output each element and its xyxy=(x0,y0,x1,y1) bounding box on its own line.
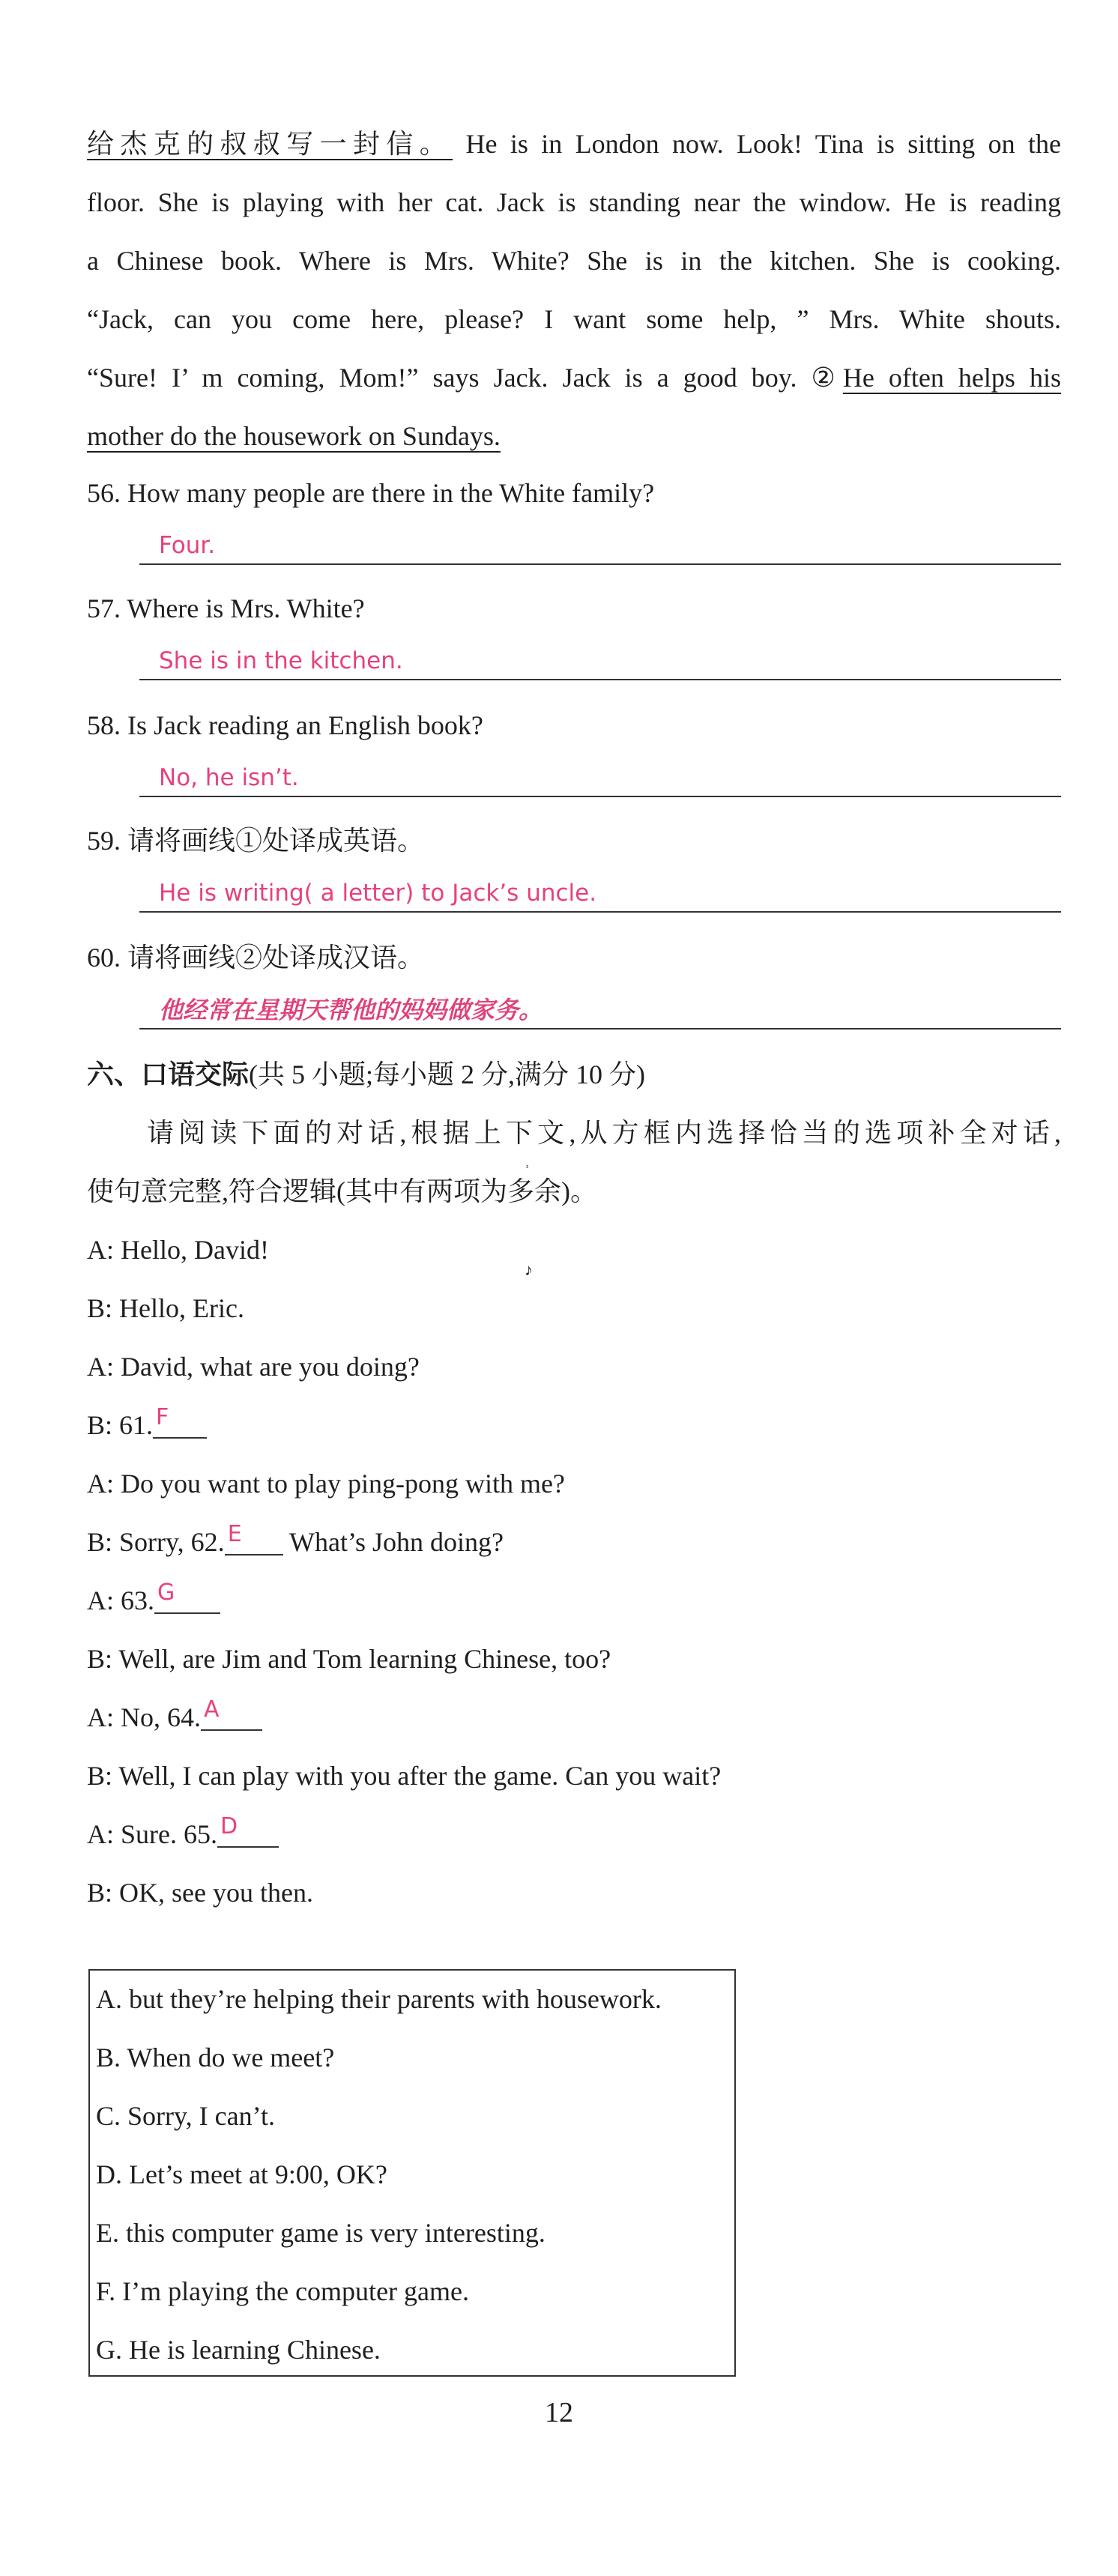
passage-line-3: a Chinese book. Where is Mrs. White? She is in the kitchen. She is cooking. xyxy=(87,246,1061,276)
question-56: 56. How many people are there in the White family? xyxy=(87,478,655,508)
question-57: 57. Where is Mrs. White? xyxy=(87,593,365,623)
blank-65-answer: D xyxy=(220,1813,238,1839)
blank-62-answer: E xyxy=(227,1521,242,1547)
section-6-instruction-1: 请阅读下面的对话,根据上下文,从方框内选择恰当的选项补全对话, xyxy=(147,1118,1061,1148)
dialogue-line-8: B: Well, are Jim and Tom learning Chinese, too? xyxy=(87,1644,611,1674)
section-6-heading: 六、口语交际(共 5 小题;每小题 2 分,满分 10 分) xyxy=(87,1059,645,1090)
dialogue-line-10: B: Well, I can play with you after the game. Can you wait? xyxy=(87,1761,722,1791)
option-b: B. When do we meet? xyxy=(96,2043,335,2072)
stray-mark: ♪ xyxy=(525,1260,533,1279)
option-a: A. but they’re helping their parents with housework. xyxy=(96,1984,662,2014)
passage-line-1: 给杰克的叔叔写一封信。 He is in London now. Look! Tina is sitting on the xyxy=(87,129,1061,159)
passage-line-6 xyxy=(87,418,1061,454)
option-d: D. Let’s meet at 9:00, OK? xyxy=(96,2159,387,2189)
answer-56: Four. xyxy=(159,532,216,559)
passage-line-4: “Jack, can you come here, please? I want some help, ” Mrs. White shouts. xyxy=(87,304,1061,334)
option-f: F. I’m playing the computer game. xyxy=(96,2276,469,2306)
dialogue-line-7: A: 63. G xyxy=(87,1582,1061,1618)
answer-58: No, he isn’t. xyxy=(159,764,299,791)
option-g: G. He is learning Chinese. xyxy=(96,2335,381,2365)
question-59: 59. 请将画线①处译成英语。 xyxy=(87,826,425,856)
answer-line-59 xyxy=(139,911,1061,913)
dialogue-line-3: A: David, what are you doing? xyxy=(87,1352,420,1382)
passage-line-5: “Sure! I’ m coming, Mom!” says Jack. Jack is a good boy. ②He often helps his xyxy=(87,363,1061,393)
dialogue-line-11: A: Sure. 65. D xyxy=(87,1816,1061,1852)
answer-59: He is writing( a letter) to Jack’s uncle. xyxy=(159,880,597,907)
dialogue-line-9: A: No, 64. A xyxy=(87,1699,1061,1735)
section-6-instruction-2: 使句意完整,符合逻辑(其中有两项为多余)。 xyxy=(87,1176,597,1206)
answer-60: 他经常在星期天帮他的妈妈做家务。 xyxy=(159,996,543,1024)
dialogue-line-2: B: Hello, Eric. xyxy=(87,1293,244,1323)
question-60: 60. 请将画线②处译成汉语。 xyxy=(87,943,425,973)
underlined-phrase-1: 给杰克的叔叔写一封信。 xyxy=(87,129,453,159)
blank-64 xyxy=(201,1696,262,1731)
blank-64-answer: A xyxy=(204,1696,220,1723)
blank-63 xyxy=(154,1579,220,1614)
option-c: C. Sorry, I can’t. xyxy=(96,2101,275,2131)
underlined-phrase-2-cont: mother do the housework on Sundays. xyxy=(87,421,501,451)
blank-63-answer: G xyxy=(157,1579,175,1606)
dialogue-line-1: A: Hello, David! xyxy=(87,1235,269,1265)
passage-line-2: floor. She is playing with her cat. Jack is standing near the window. He is reading xyxy=(87,187,1061,217)
dialogue-line-6: B: Sorry, 62. E What’s John doing? xyxy=(87,1524,1061,1560)
page-number: 12 xyxy=(545,2397,573,2428)
blank-61 xyxy=(153,1404,207,1439)
blank-61-answer: F xyxy=(156,1404,169,1430)
blank-65 xyxy=(217,1813,279,1848)
answer-line-57 xyxy=(139,679,1061,680)
blank-62 xyxy=(225,1521,283,1555)
answer-line-56 xyxy=(139,563,1061,565)
dialogue-line-12: B: OK, see you then. xyxy=(87,1878,313,1908)
stray-mark: ˒ xyxy=(525,1154,531,1173)
underlined-phrase-2: He often helps his xyxy=(842,363,1061,393)
answer-57: She is in the kitchen. xyxy=(159,647,403,674)
answer-line-60 xyxy=(139,1028,1061,1030)
answer-line-58 xyxy=(139,796,1061,797)
option-e: E. this computer game is very interesting. xyxy=(96,2218,546,2248)
dialogue-line-5: A: Do you want to play ping-pong with me? xyxy=(87,1469,565,1499)
dialogue-line-4: B: 61. F xyxy=(87,1407,1061,1443)
question-58: 58. Is Jack reading an English book? xyxy=(87,710,483,740)
options-box xyxy=(88,1969,736,2377)
